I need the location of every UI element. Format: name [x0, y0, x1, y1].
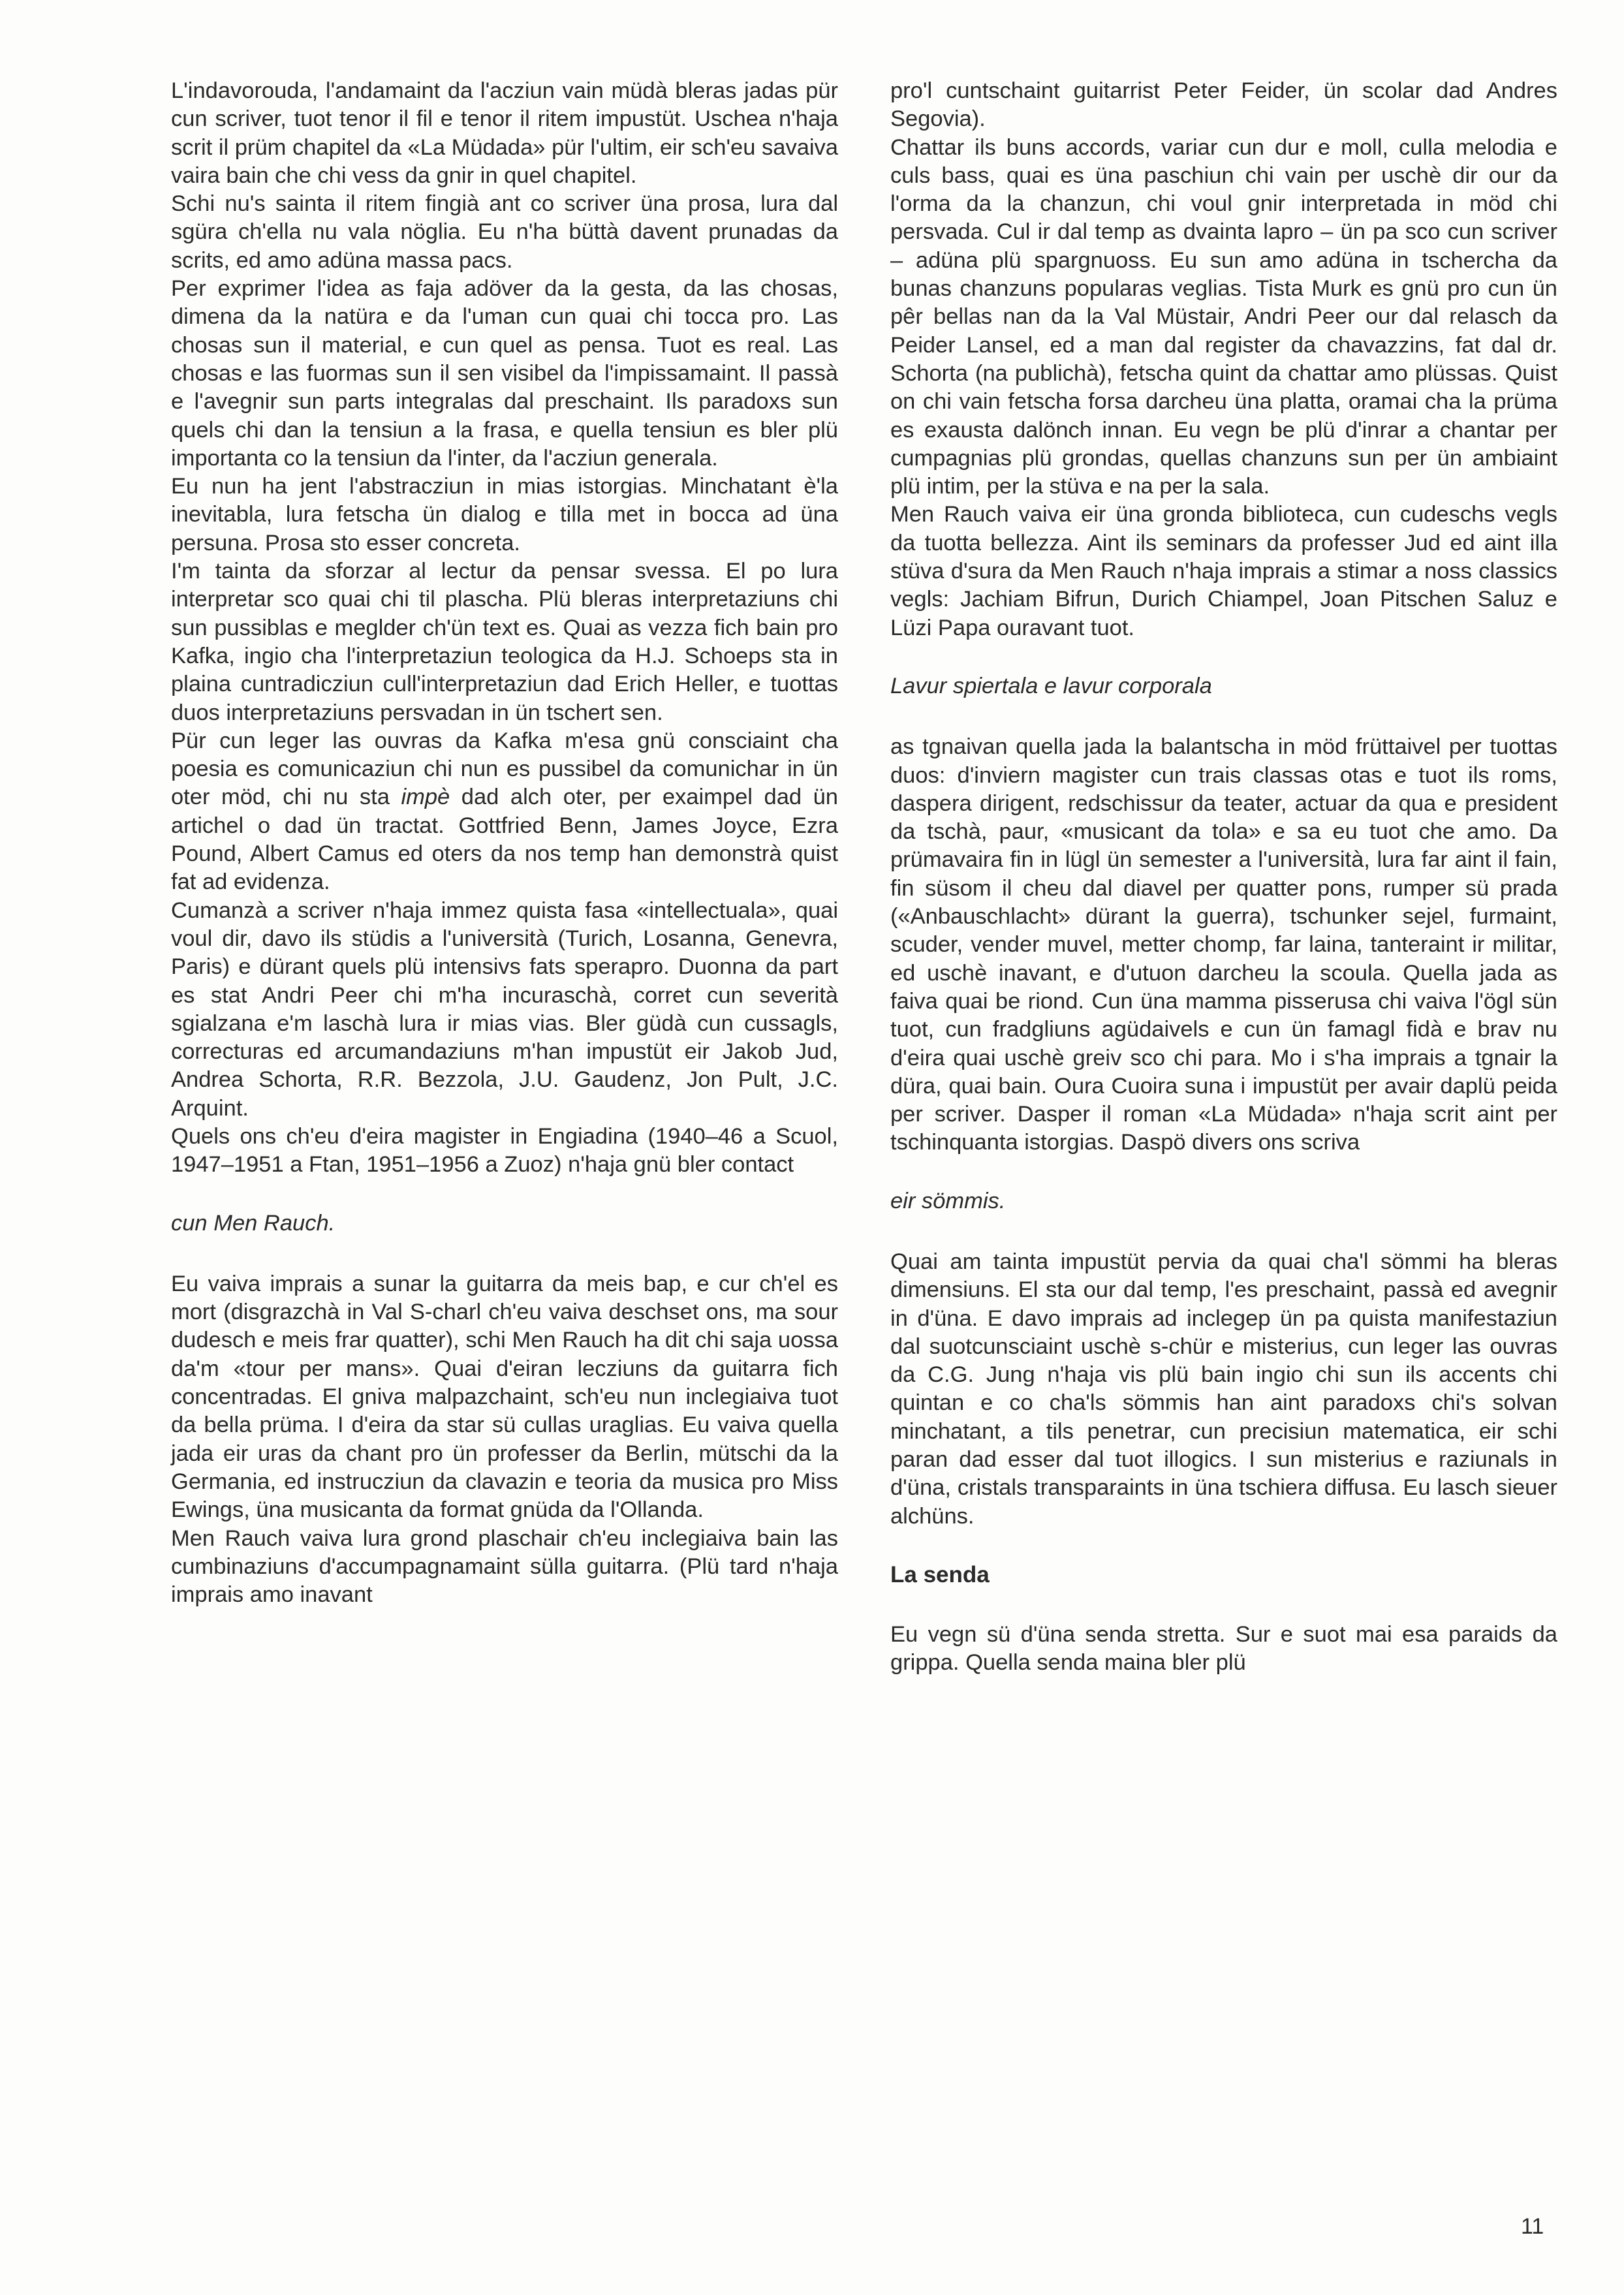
paragraph: L'indavorouda, l'andamaint da l'acziun vain müdà bleras jadas pür cun scriver, tuot tenor il fil e tenor il ritem impustüt. Uschea n'haja scrit il prüm chapitel da «La Müdada» pür l'ultim, eir sch'eu savaiva vaira bain che chi vess da gnir in quel chapitel. — [171, 78, 838, 188]
page-number: 11 — [1521, 2214, 1544, 2239]
paragraph: Eu nun ha jent l'abstracziun in mias istorgias. Minchatant è'la inevitabla, lura fetscha ün dialog e tilla met in bocca ad üna persuna. Prosa sto esser concreta. — [171, 474, 838, 555]
right-column — [890, 77, 1557, 1677]
section-title: La senda — [890, 1561, 990, 1587]
emphasized-word: impè — [401, 785, 450, 810]
paragraph: I'm tainta da sforzar al lectur da pensar svessa. El po lura interpretar sco quai chi til plascha. Plü bleras interpretaziuns chi sun pussiblas e meglder ch'ün text es. Quai as vezza fich bain pro Kafka, ingio cha l'interpretaziun teologica da H.J. Schoeps sta in plaina cuntradicziun cull'interpretaziun dad Erich Heller, e tuottas duos interpretaziuns persvadan in ün tschert sen. — [171, 559, 838, 725]
paragraph-text: dad alch oter, per exaimpel dad ün artichel o dad ün tractat. Gottfried Benn, James Joyce, Ezra Pound, Albert Camus ed oters da nos temp han demonstrà quist fat ad evidenza. — [171, 785, 838, 895]
paragraph: Eu vegn sü d'üna senda stretta. Sur e suot mai esa paraids da grippa. Quella senda maina bler plü — [890, 1621, 1557, 1676]
paragraph: Schi nu's sainta il ritem fingià ant co scriver üna prosa, lura dal sgüra ch'ella nu vala nöglia. Eu n'ha büttà davent prunadas da scrits, ed amo adüna massa pacs. — [171, 191, 838, 273]
paragraph — [171, 727, 838, 897]
section-heading: cun Men Rauch. — [171, 1210, 336, 1236]
paragraph: Men Rauch vaiva lura grond plaschair ch'eu inclegiaiva bain las cumbinaziuns d'accumpagnamaint süllа guitarra. (Plü tard n'haja imprais amo inavant — [171, 1525, 838, 1608]
paragraph: Chattar ils buns accords, variar cun dur e moll, culla melodia e culs bass, quai es üna paschiun chi vain per uschè dir our da l'orma da la chanzun, chi voul gnir interpretada in möd chi persvada. Cul ir dal temp as dvainta lapro – ün pa sco cun scriver – adüna plü spargnuoss. Eu sun amo adüna in tschercha da bunas chanzuns popularas veglias. Tista Murk es gnü pro cun ün pêr bellas nan da la Val Müstair, Andri Peer our dal relasch da Peider Lansel, ed a man dal register da chavazzins, fat dal dr. Schorta (na publichà), fetscha quint da chattar amo plüssas. Quist on chi vain fetscha forsa darcheu üna platta, oramai cha la prüma es exausta dalönch innan. Eu vegn be plü d'inrar a chantar per cumpagnias plü grondas, quellas chanzuns sun per ün ambiaint plü intim, per la stüva e na per la sala. — [890, 134, 1557, 499]
paragraph: Men Rauch vaiva eir üna gronda biblioteca, cun cudeschs vegls da tuotta bellezza. Aint ils seminars da professer Jud ed aint illa stüva d'sura da Men Rauch n'haja imprais a stimar a noss classics vegls: Jachiam Bifrun, Durich Chiampel, Joan Pitschen Saluz e Lüzi Papa ouravant tuot. — [890, 502, 1557, 640]
paragraph: Quai am tainta impustüt pervia da quai cha'l sömmi ha bleras dimensiuns. El sta our dal temp, l'es preschaint, passà ed avegnir in d'üna. E davo imprais ad inclegер ün pa quista manifestaziun dal suotcunsciaint uschè s-chür e misterius, cun leger las ouvras da C.G. Jung n'haja vis plü bain ingio chi sun ils accents chi quintan e co cha'ls sömmis han aint paradoxs chi's solvan minchatant, a tils penetrar, cun precisiun matematica, eir schi paran dad esser dal tuot illogics. I sun misterius e raziunals in d'üna, cristals transparaints in üna tschiera diffusa. Eu lasch sieuer alchüns. — [890, 1249, 1557, 1529]
paragraph: Cumanzà a scriver n'haja immez quista fasa «intellectuala», quai voul dir, davo ils stüdis a l'università (Turich, Losanna, Genevra, Paris) e dürant quels plü intensivs fats sperapro. Duonna da part es stat Andri Peer chi m'ha incuraschà, corret cun severità sgialzana e'm laschà lura ir mias vias. Bler güdà cun cussagls, correcturas ed arcumandaziuns m'han impustüt eir Jakob Jud, Andrea Schorta, R.R. Bezzola, J.U. Gaudenz, Jon Pult, J.C. Arquint. — [171, 898, 838, 1121]
left-column — [171, 77, 838, 1609]
paragraph: Per exprimer l'idea as faja adöver da la gesta, da las chosas, dimena da la natüra e da l'uman cun quai chi tocca pro. Las chosas sun il material, e cun quel as pensa. Tuot es real. Las chosas e las fuormas sun il sen visibel da l'impissamaint. Il passà e l'avegnir sun parts integralas dal preschaint. Ils paradoxs sun quels chi dan la tensiun a la frasa, e quella tensiun es bler plü importanta co la tensiun da l'inter, da l'acziun generala. — [171, 276, 838, 471]
paragraph: as tgnaivan quella jada la balantscha in möd früttaivel per tuottas duos: d'inviern magister cun trais classas otas e tuot ils roms, daspera dirigent, redschissur da teater, actuar da qua e president da tschà, paur, «musicant da tola» e sa eu tuot che amo. Da prümavaira fin in lügl ün semester a l'università, lura far aint il fain, fin süsom il cheu dal diavel per quatter pons, rumper sü prada («Anbauschlacht» dürant la guerra), tschunker sejel, furmaint, scuder, vender muvel, metter chomp, far laina, tanteraint ir militar, ed uschè inavant, e d'utuon darcheu la scoula. Quella jada as faiva quai be riond. Cun üna mamma pisserusa chi vaiva l'ögl sün tuot, cun fradgliuns agüdaivels e cun ün famagl fidà e brav nu d'eira quai uschè greiv sco chi para. Mo i s'ha imprais a tgnair la düra, quai bain. Oura Cuoira suna i impustüt per avair daplü peida per scriver. Dasper il roman «La Müdada» n'haja scrit aint per tschinquanta istorgias. Daspö divers ons scriva — [890, 734, 1557, 1155]
section-heading: eir sömmis. — [890, 1188, 1006, 1213]
paragraph: Eu vaiva imprais a sunar la guitarra da meis bap, e cur ch'el es mort (disgrazchà in Val S-charl ch'eu vaiva deschset ons, ma sour dudesch e meis frar quatter), schi Men Rauch ha dit chi saja uossa da'm «tour per mans». Quai d'eiran lecziuns da guitarra fich concentradas. El gniva malpazchaint, sch'eu nun inclegiaiva tuot da bella prüma. I d'eira da star sü cullas uraglias. Eu vaiva quella jada eir uras da chant pro ün professer da Berlin, mütschi da la Germania, ed instrucziun da clavazin e teoria da musica pro Miss Ewings, üna musicanta da format gnüda da l'Ollanda. — [171, 1271, 838, 1523]
paragraph: pro'l cuntschaint guitarrist Peter Feider, ün scolar dad Andres Segovia). — [890, 78, 1557, 132]
paragraph: Quels ons ch'eu d'eira magister in Engiadina (1940–46 a Scuol, 1947–1951 a Ftan, 1951–1956 a Zuoz) n'haja gnü bler contact — [171, 1123, 838, 1178]
section-heading: Lavur spiertala e lavur corporala — [890, 673, 1212, 698]
paragraph-text: Pür cun leger las ouvras da Kafka m'esa gnü consciaint cha poesia es comunicaziun chi nun es pussibel da comunichar in ün oter möd, chi nu sta — [171, 728, 838, 810]
